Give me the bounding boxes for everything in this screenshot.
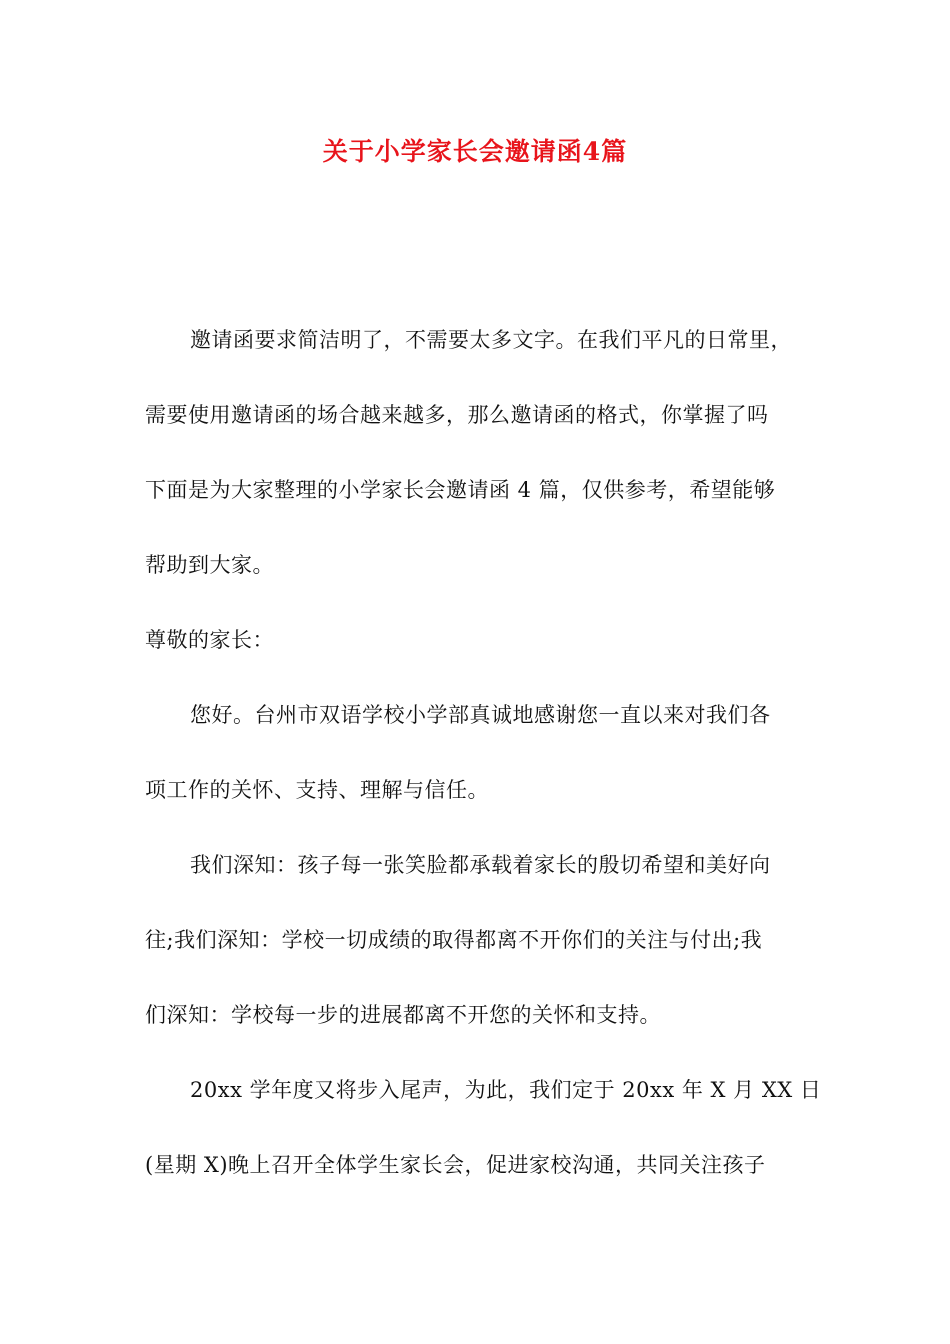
paragraph-line-7: 项工作的关怀、支持、理解与信任。 [145,778,489,802]
paragraph-line-9: 往;我们深知：学校一切成绩的取得都离不开你们的关注与付出;我 [145,928,763,952]
paragraph-line-6: 您好。台州市双语学校小学部真诚地感谢您一直以来对我们各 [190,703,771,727]
paragraph-line-12: (星期 X)晚上召开全体学生家长会，促进家校沟通，共同关注孩子 [145,1153,766,1177]
paragraph-line-11: 20xx 学年度又将步入尾声，为此，我们定于 20xx 年 X 月 XX 日 [190,1078,822,1102]
salutation-line: 尊敬的家长： [145,628,274,652]
paragraph-line-2: 需要使用邀请函的场合越来越多，那么邀请函的格式，你掌握了吗 [145,403,769,427]
paragraph-line-10: 们深知：学校每一步的进展都离不开您的关怀和支持。 [145,1003,661,1027]
paragraph-line-4: 帮助到大家。 [145,553,274,577]
paragraph-line-3: 下面是为大家整理的小学家长会邀请函 4 篇，仅供参考，希望能够 [145,478,776,502]
document-title: 关于小学家长会邀请函4篇 [322,137,628,166]
paragraph-line-1: 邀请函要求简洁明了，不需要太多文字。在我们平凡的日常里， [190,328,792,352]
paragraph-line-8: 我们深知：孩子每一张笑脸都承载着家长的殷切希望和美好向 [190,853,771,877]
